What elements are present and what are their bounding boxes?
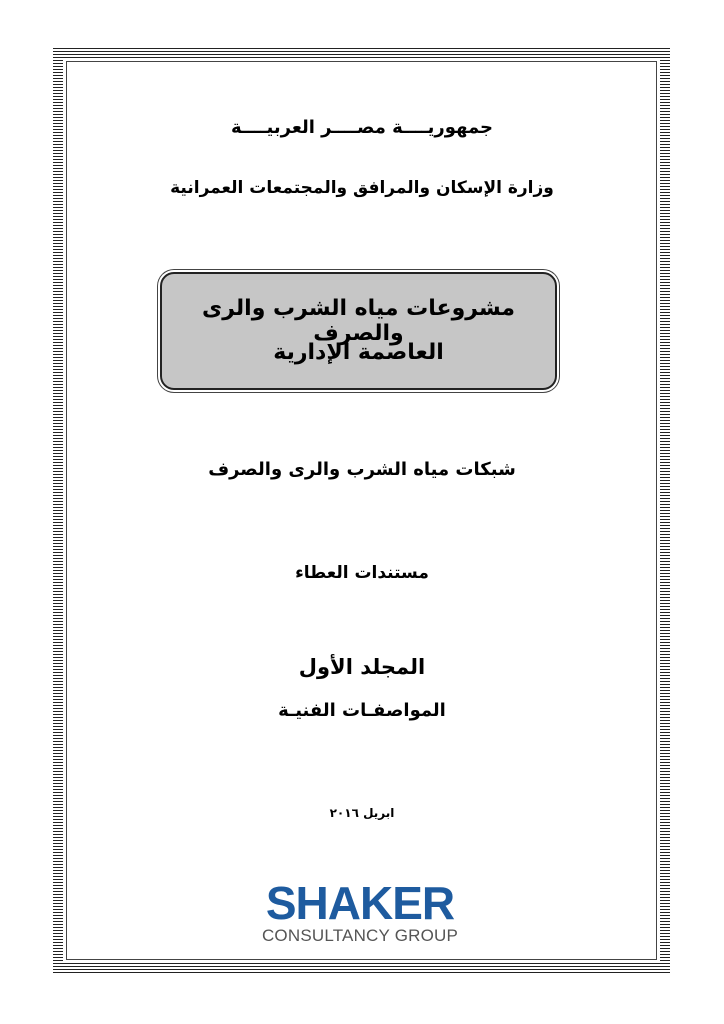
tender-documents-heading: مستندات العطاء xyxy=(295,563,429,583)
ministry-heading: وزارة الإسكان والمرافق والمجتمعات العمرانية xyxy=(170,178,554,198)
company-logo xyxy=(250,877,470,946)
republic-heading: جمهوريــــة مصــــر العربيــــة xyxy=(231,117,493,138)
project-title-line1: مشروعات مياه الشرب والرى والصرف xyxy=(202,296,515,346)
logo-name: SHAKER xyxy=(265,877,455,929)
logo-tagline: CONSULTANCY GROUP xyxy=(261,926,459,945)
project-title-line2: العاصمة الإدارية xyxy=(273,340,444,365)
document-date: ابريل ٢٠١٦ xyxy=(329,806,395,820)
specifications-heading: المواصفـات الفنيـة xyxy=(278,700,446,721)
project-title-box xyxy=(160,272,557,390)
networks-heading: شبكات مياه الشرب والرى والصرف xyxy=(208,459,516,480)
volume-heading: المجلد الأول xyxy=(298,655,426,679)
